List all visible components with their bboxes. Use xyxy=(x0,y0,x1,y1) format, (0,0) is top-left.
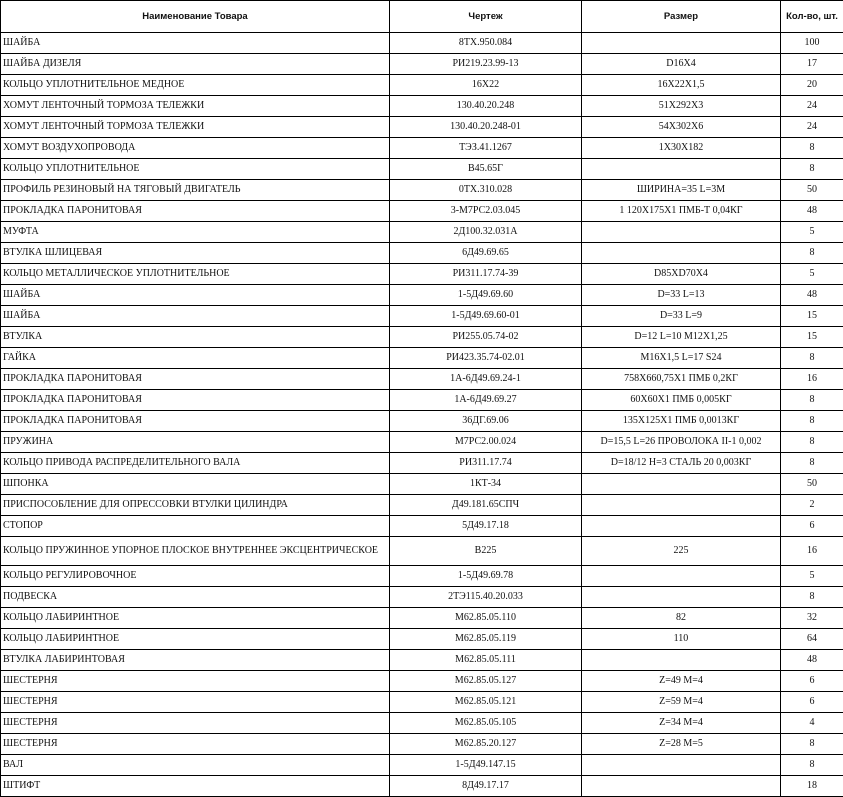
cell-size xyxy=(582,243,781,264)
table-row xyxy=(1,138,843,159)
cell-name: ШЕСТЕРНЯ xyxy=(1,692,390,713)
cell-qty: 8 xyxy=(781,734,843,755)
cell-qty: 20 xyxy=(781,75,843,96)
table-row xyxy=(1,54,843,75)
cell-name: ПРОКЛАДКА ПАРОНИТОВАЯ xyxy=(1,411,390,432)
table-row xyxy=(1,432,843,453)
cell-size xyxy=(582,650,781,671)
cell-qty: 64 xyxy=(781,629,843,650)
cell-qty: 100 xyxy=(781,33,843,54)
cell-size: Z=59 M=4 xyxy=(582,692,781,713)
cell-qty: 8 xyxy=(781,243,843,264)
cell-name: ШЕСТЕРНЯ xyxy=(1,671,390,692)
cell-name: ПРОФИЛЬ РЕЗИНОВЫЙ НА ТЯГОВЫЙ ДВИГАТЕЛЬ xyxy=(1,180,390,201)
cell-qty: 6 xyxy=(781,516,843,537)
cell-size: D16X4 xyxy=(582,54,781,75)
cell-qty: 8 xyxy=(781,587,843,608)
table-row xyxy=(1,474,843,495)
table-row xyxy=(1,75,843,96)
table-row xyxy=(1,96,843,117)
cell-drawing: РИ311.17.74-39 xyxy=(390,264,582,285)
column-header-qty: Кол-во, шт. xyxy=(781,1,843,33)
cell-drawing: М62.85.05.127 xyxy=(390,671,582,692)
cell-name: ПРУЖИНА xyxy=(1,432,390,453)
cell-qty: 5 xyxy=(781,264,843,285)
table-row xyxy=(1,629,843,650)
cell-drawing: 3-М7РС2.03.045 xyxy=(390,201,582,222)
cell-name: КОЛЬЦО УПЛОТНИТЕЛЬНОЕ xyxy=(1,159,390,180)
cell-qty: 8 xyxy=(781,390,843,411)
cell-name: МУФТА xyxy=(1,222,390,243)
table-row xyxy=(1,348,843,369)
cell-name: КОЛЬЦО ЛАБИРИНТНОЕ xyxy=(1,629,390,650)
cell-name: ВТУЛКА xyxy=(1,327,390,348)
cell-qty: 16 xyxy=(781,369,843,390)
cell-size xyxy=(582,33,781,54)
cell-drawing: ТЭЗ.41.1267 xyxy=(390,138,582,159)
cell-name: КОЛЬЦО ПРИВОДА РАСПРЕДЕЛИТЕЛЬНОГО ВАЛА xyxy=(1,453,390,474)
cell-qty: 8 xyxy=(781,755,843,776)
cell-drawing: 1А-6Д49.69.24-1 xyxy=(390,369,582,390)
cell-size xyxy=(582,755,781,776)
cell-qty: 8 xyxy=(781,453,843,474)
cell-qty: 5 xyxy=(781,566,843,587)
cell-size: D=18/12 H=3 СТАЛЬ 20 0,003КГ xyxy=(582,453,781,474)
cell-name: КОЛЬЦО УПЛОТНИТЕЛЬНОЕ МЕДНОЕ xyxy=(1,75,390,96)
cell-name: КОЛЬЦО РЕГУЛИРОВОЧНОЕ xyxy=(1,566,390,587)
cell-size: 758Х660,75Х1 ПМБ 0,2КГ xyxy=(582,369,781,390)
cell-drawing: 1-5Д49.69.60-01 xyxy=(390,306,582,327)
cell-name: ПРОКЛАДКА ПАРОНИТОВАЯ xyxy=(1,369,390,390)
cell-size: 1Х30Х182 xyxy=(582,138,781,159)
cell-qty: 16 xyxy=(781,537,843,566)
cell-drawing: 1А-6Д49.69.27 xyxy=(390,390,582,411)
cell-name: ПРОКЛАДКА ПАРОНИТОВАЯ xyxy=(1,201,390,222)
table-row xyxy=(1,516,843,537)
cell-drawing: РИ311.17.74 xyxy=(390,453,582,474)
cell-name: КОЛЬЦО ЛАБИРИНТНОЕ xyxy=(1,608,390,629)
cell-size: D=33 L=13 xyxy=(582,285,781,306)
cell-qty: 50 xyxy=(781,180,843,201)
table-row xyxy=(1,608,843,629)
cell-size: 51Х292Х3 xyxy=(582,96,781,117)
cell-drawing: 130.40.20.248-01 xyxy=(390,117,582,138)
cell-qty: 24 xyxy=(781,96,843,117)
table-row xyxy=(1,566,843,587)
cell-drawing: В45.65Г xyxy=(390,159,582,180)
cell-size: 135Х125Х1 ПМБ 0,0013КГ xyxy=(582,411,781,432)
table-row xyxy=(1,453,843,474)
cell-qty: 48 xyxy=(781,285,843,306)
cell-qty: 48 xyxy=(781,201,843,222)
cell-name: ГАЙКА xyxy=(1,348,390,369)
cell-size: M16X1,5 L=17 S24 xyxy=(582,348,781,369)
cell-qty: 18 xyxy=(781,776,843,797)
table-row xyxy=(1,285,843,306)
cell-size: 1 120Х175Х1 ПМБ-Т 0,04КГ xyxy=(582,201,781,222)
cell-qty: 2 xyxy=(781,495,843,516)
cell-drawing: 36ДГ.69.06 xyxy=(390,411,582,432)
table-row xyxy=(1,264,843,285)
cell-drawing: 5Д49.17.18 xyxy=(390,516,582,537)
cell-drawing: 2ТЭ115.40.20.033 xyxy=(390,587,582,608)
cell-size xyxy=(582,587,781,608)
cell-name: ПОДВЕСКА xyxy=(1,587,390,608)
cell-qty: 15 xyxy=(781,306,843,327)
cell-drawing: РИ423.35.74-02.01 xyxy=(390,348,582,369)
cell-name: ВАЛ xyxy=(1,755,390,776)
cell-drawing: 6Д49.69.65 xyxy=(390,243,582,264)
cell-drawing: М62.85.05.119 xyxy=(390,629,582,650)
cell-name: ШАЙБА xyxy=(1,33,390,54)
cell-size: Z=49 M=4 xyxy=(582,671,781,692)
table-row xyxy=(1,411,843,432)
cell-name: ШАЙБА xyxy=(1,306,390,327)
table-row xyxy=(1,201,843,222)
cell-size xyxy=(582,516,781,537)
table-row xyxy=(1,734,843,755)
cell-qty: 8 xyxy=(781,138,843,159)
cell-drawing: 130.40.20.248 xyxy=(390,96,582,117)
cell-qty: 24 xyxy=(781,117,843,138)
cell-name: ШЕСТЕРНЯ xyxy=(1,713,390,734)
cell-drawing: 1-5Д49.69.78 xyxy=(390,566,582,587)
cell-drawing: 1-5Д49.69.60 xyxy=(390,285,582,306)
cell-qty: 6 xyxy=(781,692,843,713)
cell-qty: 17 xyxy=(781,54,843,75)
cell-qty: 5 xyxy=(781,222,843,243)
cell-qty: 4 xyxy=(781,713,843,734)
cell-drawing: РИ219.23.99-13 xyxy=(390,54,582,75)
table-row xyxy=(1,755,843,776)
table-row xyxy=(1,776,843,797)
table-row xyxy=(1,222,843,243)
cell-size: Z=28 M=5 xyxy=(582,734,781,755)
table-row xyxy=(1,692,843,713)
cell-drawing: М62.85.20.127 xyxy=(390,734,582,755)
cell-drawing: 0ТХ.310.028 xyxy=(390,180,582,201)
cell-drawing: М62.85.05.111 xyxy=(390,650,582,671)
table-row xyxy=(1,390,843,411)
cell-name: ВТУЛКА ШЛИЦЕВАЯ xyxy=(1,243,390,264)
cell-qty: 32 xyxy=(781,608,843,629)
table-row xyxy=(1,117,843,138)
cell-qty: 48 xyxy=(781,650,843,671)
cell-name: ШАЙБА xyxy=(1,285,390,306)
cell-drawing: Д49.181.65СПЧ xyxy=(390,495,582,516)
table-row xyxy=(1,327,843,348)
cell-size xyxy=(582,474,781,495)
cell-size: D=33 L=9 xyxy=(582,306,781,327)
cell-drawing: М62.85.05.121 xyxy=(390,692,582,713)
table-row xyxy=(1,587,843,608)
table-row xyxy=(1,495,843,516)
cell-drawing: 16Х22 xyxy=(390,75,582,96)
header-row xyxy=(1,1,843,33)
cell-drawing: В225 xyxy=(390,537,582,566)
table-row xyxy=(1,159,843,180)
table-row xyxy=(1,180,843,201)
cell-name: КОЛЬЦО ПРУЖИННОЕ УПОРНОЕ ПЛОСКОЕ ВНУТРЕННЕЕ ЭКСЦЕНТРИЧЕСКОЕ xyxy=(1,537,390,566)
column-header-size: Размер xyxy=(582,1,781,33)
cell-size: D85XD70X4 xyxy=(582,264,781,285)
cell-name: ШТИФТ xyxy=(1,776,390,797)
cell-qty: 6 xyxy=(781,671,843,692)
cell-size: ШИРИНА=35 L=3М xyxy=(582,180,781,201)
cell-qty: 8 xyxy=(781,411,843,432)
table-row xyxy=(1,33,843,54)
column-header-drawing: Чертеж xyxy=(390,1,582,33)
table-row xyxy=(1,650,843,671)
cell-drawing: 8Д49.17.17 xyxy=(390,776,582,797)
cell-size xyxy=(582,776,781,797)
cell-qty: 8 xyxy=(781,432,843,453)
table-row xyxy=(1,243,843,264)
cell-name: ШПОНКА xyxy=(1,474,390,495)
table-row xyxy=(1,537,843,566)
cell-size: 225 xyxy=(582,537,781,566)
table-body xyxy=(1,33,843,797)
cell-name: КОЛЬЦО МЕТАЛЛИЧЕСКОЕ УПЛОТНИТЕЛЬНОЕ xyxy=(1,264,390,285)
cell-size: Z=34 M=4 xyxy=(582,713,781,734)
cell-drawing: 2Д100.32.031А xyxy=(390,222,582,243)
cell-name: ШАЙБА ДИЗЕЛЯ xyxy=(1,54,390,75)
cell-drawing: М62.85.05.105 xyxy=(390,713,582,734)
cell-qty: 8 xyxy=(781,159,843,180)
cell-qty: 8 xyxy=(781,348,843,369)
cell-size: 82 xyxy=(582,608,781,629)
cell-name: СТОПОР xyxy=(1,516,390,537)
table-row xyxy=(1,671,843,692)
table-row xyxy=(1,713,843,734)
cell-size: 110 xyxy=(582,629,781,650)
cell-drawing: РИ255.05.74-02 xyxy=(390,327,582,348)
cell-size: 60Х60Х1 ПМБ 0,005КГ xyxy=(582,390,781,411)
table-row xyxy=(1,369,843,390)
table-row xyxy=(1,306,843,327)
column-header-name: Наименование Товара xyxy=(1,1,390,33)
cell-size: 16Х22Х1,5 xyxy=(582,75,781,96)
cell-qty: 50 xyxy=(781,474,843,495)
cell-name: ВТУЛКА ЛАБИРИНТОВАЯ xyxy=(1,650,390,671)
cell-name: ПРОКЛАДКА ПАРОНИТОВАЯ xyxy=(1,390,390,411)
cell-name: ШЕСТЕРНЯ xyxy=(1,734,390,755)
cell-name: ПРИСПОСОБЛЕНИЕ ДЛЯ ОПРЕССОВКИ ВТУЛКИ ЦИЛИНДРА xyxy=(1,495,390,516)
cell-drawing: 8ТХ.950.084 xyxy=(390,33,582,54)
cell-qty: 15 xyxy=(781,327,843,348)
cell-name: ХОМУТ ЛЕНТОЧНЫЙ ТОРМОЗА ТЕЛЕЖКИ xyxy=(1,117,390,138)
cell-size: D=15,5 L=26 ПРОВОЛОКА II-1 0,002 xyxy=(582,432,781,453)
cell-size xyxy=(582,159,781,180)
cell-drawing: М7РС2.00.024 xyxy=(390,432,582,453)
cell-size: 54Х302Х6 xyxy=(582,117,781,138)
cell-drawing: 1КТ-34 xyxy=(390,474,582,495)
cell-size xyxy=(582,566,781,587)
cell-name: ХОМУТ ВОЗДУХОПРОВОДА xyxy=(1,138,390,159)
cell-drawing: 1-5Д49.147.15 xyxy=(390,755,582,776)
cell-name: ХОМУТ ЛЕНТОЧНЫЙ ТОРМОЗА ТЕЛЕЖКИ xyxy=(1,96,390,117)
cell-drawing: М62.85.05.110 xyxy=(390,608,582,629)
cell-size xyxy=(582,222,781,243)
cell-size: D=12 L=10 M12X1,25 xyxy=(582,327,781,348)
cell-size xyxy=(582,495,781,516)
